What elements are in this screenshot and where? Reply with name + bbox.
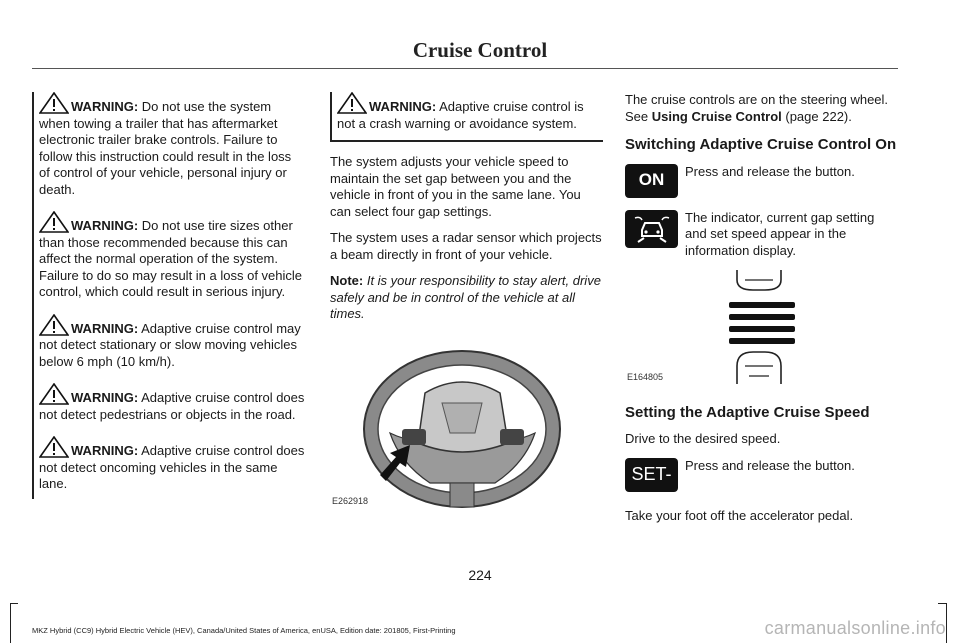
warning-4 [39, 383, 305, 423]
set-instruction: Press and release the button. [685, 457, 855, 473]
steering-wheel-illustration [330, 333, 603, 511]
warning-triangle-icon [39, 436, 69, 458]
crop-mark [946, 603, 947, 643]
warning-text: Adaptive cruise control is not a crash warning or avoidance system. [337, 99, 584, 131]
figure-id: E164805 [627, 371, 664, 382]
warning-label: WARNING: [71, 99, 139, 114]
note-text: It is your responsibility to stay alert, drive safely and be in control of the vehicle at all times. [330, 273, 601, 321]
warning-triangle-icon [337, 92, 367, 114]
warning-label: WARNING: [369, 99, 437, 114]
set-button-row [625, 458, 897, 504]
adaptive-cruise-indicator-icon [625, 210, 678, 248]
warning-label: WARNING: [71, 443, 139, 458]
intro-text: The cruise controls are on the steering wheel. See [625, 92, 889, 124]
warning-label: WARNING: [71, 320, 139, 336]
warning-block [330, 92, 603, 142]
section-heading-switch-on: Switching Adaptive Cruise Control On [625, 136, 897, 153]
section-heading-set-speed: Setting the Adaptive Cruise Speed [625, 403, 870, 421]
figure-id: E262918 [332, 495, 369, 506]
page-title: Cruise Control [412, 38, 548, 62]
crop-mark [10, 603, 11, 643]
crop-mark [10, 603, 18, 604]
drive-instruction: Drive to the desired speed. [625, 431, 781, 446]
column-1 [32, 92, 305, 499]
warning-text: Do not use tire sizes other than those recommended because this can affect the normal operation of the system. Failure to do so may result in a loss of vehicle control, which could result in serious injury. [39, 218, 303, 299]
on-button-row [625, 164, 897, 206]
on-instruction: Press and release the button. [685, 163, 855, 179]
warning-3 [39, 314, 305, 371]
warning-triangle-icon [39, 211, 69, 233]
edition-line: MKZ Hybrid (CC9) Hybrid Electric Vehicle (HEV), Canada/United States of America, enUSA, Edition date: 201805, First-Printing [32, 626, 456, 635]
warning-triangle-icon [39, 314, 69, 336]
foot-instruction: Take your foot off the accelerator pedal. [625, 507, 854, 523]
warning-1 [39, 92, 305, 198]
page-number: 224 [468, 567, 492, 583]
indicator-row [625, 210, 897, 262]
warning-crash [337, 92, 603, 132]
paragraph-radar: The system uses a radar sensor which projects a beam directly in front of your vehicle. [330, 230, 602, 262]
warnings-block [32, 92, 305, 499]
on-button-icon: ON [625, 164, 678, 198]
crop-mark [938, 603, 946, 604]
paragraph-gap-settings: The system adjusts your vehicle speed to maintain the set gap between you and the vehicle in front of you in the same lane. You can select four gap settings. [330, 154, 581, 219]
column-3 [625, 92, 897, 534]
warning-triangle-icon [39, 383, 69, 405]
intro-page-ref: (page 222). [781, 108, 852, 124]
steering-wheel-figure [330, 333, 603, 511]
note [330, 273, 603, 323]
warning-text: Do not use the system when towing a trailer that has aftermarket electronic trailer brake controls. Failure to follow this instruction could result in the loss of control of your vehicle, personal injury or death. [39, 99, 292, 197]
indicator-description: The indicator, current gap setting and set speed appear in the information display. [685, 209, 875, 258]
warning-text: Adaptive cruise control may not detect stationary or slow moving vehicles below 6 mph (10 km/h). [39, 320, 301, 369]
warning-5 [39, 436, 305, 493]
warning-text: Adaptive cruise control does not detect pedestrians or objects in the road. [39, 390, 305, 422]
gap-setting-illustration [625, 266, 897, 391]
warning-2 [39, 211, 305, 301]
paragraph-intro [625, 92, 897, 125]
gap-setting-figure [625, 266, 897, 391]
watermark: carmanualsonline.info [764, 618, 946, 638]
warning-text: Adaptive cruise control does not detect oncoming vehicles in the same lane. [39, 443, 305, 491]
warning-label: WARNING: [71, 390, 139, 405]
warning-triangle-icon [39, 92, 69, 114]
column-2 [330, 92, 603, 511]
cross-reference-link[interactable]: Using Cruise Control [651, 108, 782, 124]
note-label: Note: [330, 273, 364, 288]
set-minus-button-icon: SET- [625, 458, 678, 492]
warning-label: WARNING: [71, 218, 139, 233]
header-rule [32, 68, 898, 69]
